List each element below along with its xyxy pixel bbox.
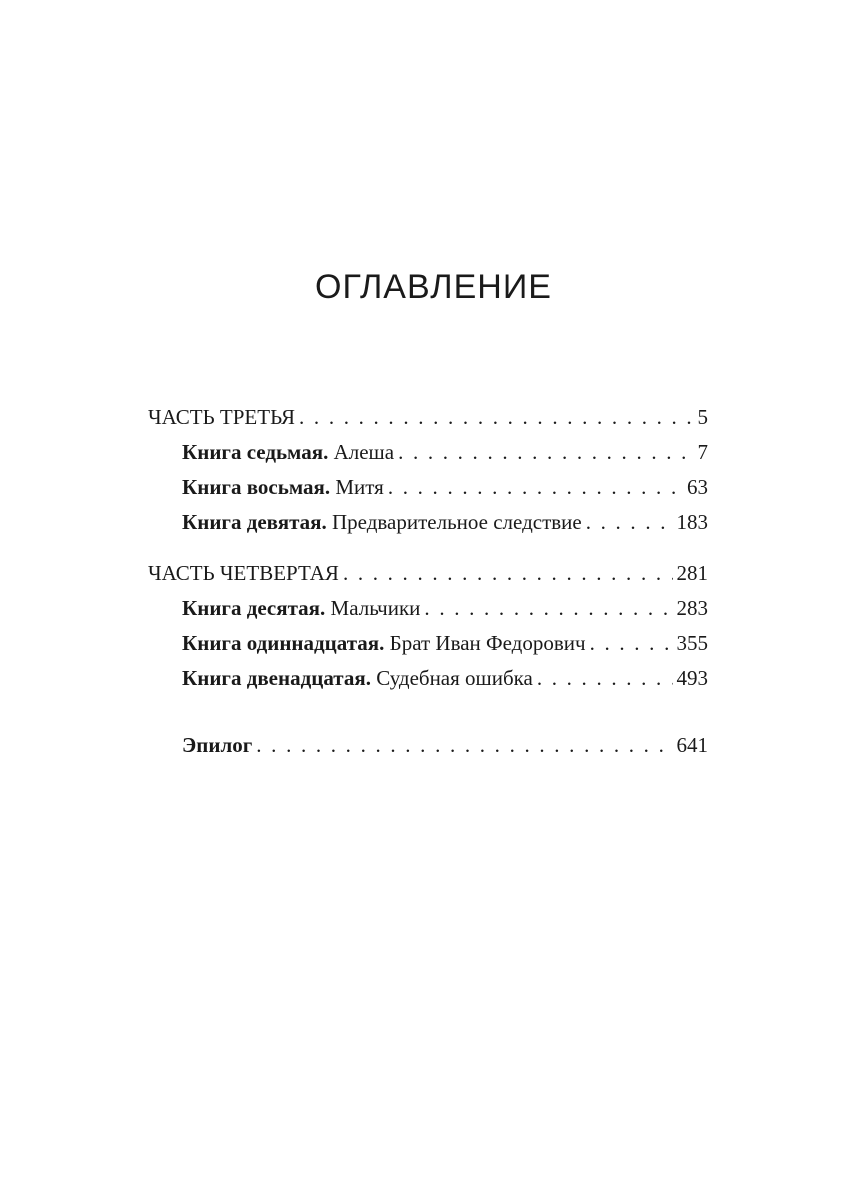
toc-entry-label — [182, 626, 586, 661]
toc-entry-book-ten[interactable] — [148, 591, 708, 626]
toc-page-number: 281 — [676, 561, 708, 585]
toc-entry-label: ЧАСТЬ ЧЕТВЕРТАЯ — [148, 561, 339, 585]
toc-page-number: 7 — [697, 440, 708, 464]
toc-entry-label — [182, 661, 533, 696]
toc-entry-label: ЧАСТЬ ТРЕТЬЯ — [148, 405, 296, 429]
toc-book-title: Брат Иван Федорович — [389, 631, 586, 655]
toc-entry-part-four[interactable] — [148, 556, 708, 591]
toc-book-number: Книга седьмая. — [182, 440, 329, 464]
toc-entry-book-seven[interactable] — [148, 435, 708, 470]
toc-book-title: Мальчики — [330, 596, 421, 620]
dot-leader — [299, 400, 693, 435]
dot-leader — [424, 591, 672, 626]
toc-page-number: 355 — [676, 631, 708, 655]
toc-page-number: 183 — [676, 510, 708, 534]
table-of-contents — [148, 400, 708, 763]
dot-leader — [343, 556, 673, 591]
dot-leader — [586, 505, 673, 540]
toc-book-number: Книга десятая. — [182, 596, 326, 620]
toc-book-number: Книга восьмая. — [182, 475, 331, 499]
page-title: ОГЛАВЛЕНИЕ — [315, 268, 552, 306]
toc-page-number: 493 — [676, 666, 708, 690]
dot-leader — [398, 435, 693, 470]
toc-entry-label — [182, 435, 394, 470]
toc-page-number: 5 — [697, 405, 708, 429]
toc-book-title: Судебная ошибка — [376, 666, 533, 690]
toc-entry-label — [182, 505, 582, 540]
toc-entry-label — [182, 728, 252, 763]
toc-page-number: 283 — [676, 596, 708, 620]
toc-page-number: 641 — [676, 733, 708, 757]
toc-book-number: Книга девятая. — [182, 510, 327, 534]
dot-leader — [537, 661, 673, 696]
toc-entry-label — [182, 470, 384, 505]
toc-entry-book-eleven[interactable] — [148, 626, 708, 661]
toc-entry-book-twelve[interactable] — [148, 661, 708, 696]
toc-book-title: Митя — [335, 475, 384, 499]
toc-entry-epilogue[interactable] — [148, 728, 708, 763]
toc-entry-book-nine[interactable] — [148, 505, 708, 540]
dot-leader — [256, 728, 672, 763]
dot-leader — [590, 626, 673, 661]
toc-page-number: 63 — [687, 475, 708, 499]
toc-book-title: Предварительное следствие — [332, 510, 582, 534]
toc-book-number: Книга одиннадцатая. — [182, 631, 385, 655]
toc-entry-part-three[interactable] — [148, 400, 708, 435]
toc-entry-book-eight[interactable] — [148, 470, 708, 505]
toc-epilogue-label: Эпилог — [182, 733, 253, 757]
toc-entry-label — [182, 591, 420, 626]
toc-book-number: Книга двенадцатая. — [182, 666, 371, 690]
toc-book-title: Алеша — [333, 440, 395, 464]
dot-leader — [388, 470, 683, 505]
